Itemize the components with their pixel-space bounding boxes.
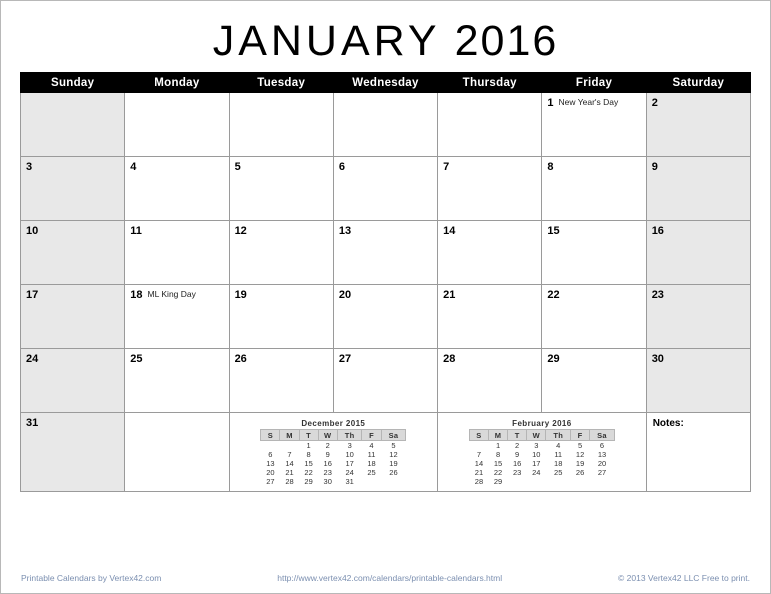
day-number: 19 — [234, 289, 247, 301]
day-number — [21, 103, 26, 106]
mini-day: 24 — [532, 468, 541, 477]
mini-day: 20 — [597, 459, 607, 468]
weekday-header-thursday: Thursday — [438, 73, 542, 93]
mini-day: 28 — [285, 477, 294, 486]
day-number: 24 — [26, 353, 39, 365]
day-number: 23 — [651, 289, 664, 301]
day-cell[interactable] — [542, 93, 646, 157]
day-number: 3 — [26, 161, 33, 173]
notes-cell[interactable] — [646, 413, 750, 492]
mini-day: 15 — [493, 459, 503, 468]
day-cell[interactable] — [229, 157, 333, 221]
mini-row — [261, 468, 406, 477]
day-number: 18 — [130, 289, 143, 301]
footer-copyright: © 2013 Vertex42 LLC Free to print. — [618, 573, 750, 583]
weekday-header-monday: Monday — [125, 73, 229, 93]
day-cell[interactable] — [229, 285, 333, 349]
mini-header: T — [508, 430, 527, 441]
day-cell[interactable] — [333, 221, 437, 285]
mini-day: 28 — [474, 477, 484, 486]
week-row — [21, 221, 751, 285]
day-number: 12 — [234, 225, 247, 237]
mini-day: 5 — [391, 441, 396, 450]
mini-day: 19 — [389, 459, 398, 468]
day-event: ML King Day — [147, 289, 196, 299]
day-number: 9 — [651, 161, 658, 173]
mini-row — [261, 441, 406, 451]
mini-day — [546, 477, 571, 486]
day-cell[interactable] — [542, 157, 646, 221]
mini-day: 22 — [493, 468, 503, 477]
day-cell[interactable] — [125, 285, 229, 349]
day-number: 7 — [443, 161, 450, 173]
mini-day: 25 — [367, 468, 376, 477]
day-cell[interactable] — [646, 221, 750, 285]
footer-url[interactable]: http://www.vertex42.com/calendars/printable-calendars.html — [277, 573, 503, 583]
day-number — [230, 103, 235, 106]
mini-day: 25 — [554, 468, 563, 477]
mini-day: 13 — [266, 459, 275, 468]
mini-day: 31 — [345, 477, 354, 486]
mini-day: 24 — [345, 468, 354, 477]
mini-header: S — [469, 430, 488, 441]
mini-row — [261, 450, 406, 459]
mini-row — [469, 477, 614, 486]
title-year: 2016 — [454, 17, 559, 65]
mini-day: 16 — [323, 459, 332, 468]
mini-day — [280, 441, 299, 451]
mini-day — [469, 441, 488, 451]
day-cell[interactable] — [21, 413, 125, 492]
day-number: 10 — [26, 225, 39, 237]
mini-day: 6 — [268, 450, 273, 459]
mini-day: 8 — [306, 450, 311, 459]
day-cell[interactable] — [333, 349, 437, 413]
mini-day — [508, 477, 527, 486]
day-cell[interactable] — [646, 157, 750, 221]
mini-calendar-prev-container — [229, 413, 438, 492]
day-number: 22 — [547, 289, 560, 301]
day-cell[interactable] — [229, 221, 333, 285]
mini-day — [362, 477, 381, 486]
mini-day: 16 — [512, 459, 522, 468]
mini-header: M — [489, 430, 508, 441]
day-cell[interactable] — [333, 93, 437, 157]
day-cell[interactable] — [542, 349, 646, 413]
day-cell[interactable] — [125, 157, 229, 221]
day-number: 5 — [234, 161, 241, 173]
mini-day: 6 — [599, 441, 605, 450]
day-number: 30 — [651, 353, 664, 365]
day-number: 6 — [338, 161, 345, 173]
mini-day: 13 — [597, 450, 607, 459]
mini-day: 22 — [304, 468, 313, 477]
day-number: 27 — [338, 353, 352, 365]
mini-row — [469, 450, 614, 459]
notes-label: Notes: — [652, 418, 684, 429]
mini-day: 9 — [325, 450, 330, 459]
day-number: 16 — [651, 225, 664, 237]
mini-header: F — [362, 430, 381, 441]
mini-day: 14 — [285, 459, 294, 468]
day-number: 14 — [443, 225, 456, 237]
mini-day: 4 — [556, 441, 561, 450]
mini-header: Sa — [381, 430, 406, 441]
week-row — [21, 93, 751, 157]
day-cell[interactable] — [646, 349, 750, 413]
day-cell[interactable] — [21, 221, 125, 285]
mini-day — [527, 477, 546, 486]
day-number: 26 — [234, 353, 247, 365]
mini-day: 5 — [577, 441, 583, 450]
day-cell[interactable] — [438, 93, 542, 157]
day-number: 2 — [651, 97, 658, 109]
mini-row — [469, 468, 614, 477]
mini-day: 12 — [575, 450, 585, 459]
mini-day: 29 — [304, 477, 313, 486]
week-row — [21, 285, 751, 349]
mini-day: 23 — [323, 468, 332, 477]
mini-row — [469, 441, 614, 451]
day-number: 25 — [130, 353, 143, 365]
day-number: 28 — [443, 353, 456, 365]
day-cell[interactable] — [333, 157, 437, 221]
day-number — [125, 103, 130, 106]
mini-day: 4 — [369, 441, 374, 450]
mini-day: 10 — [345, 450, 354, 459]
mini-day: 9 — [515, 450, 520, 459]
mini-day — [590, 477, 615, 486]
day-cell[interactable] — [438, 157, 542, 221]
mini-day: 11 — [554, 450, 563, 459]
mini-day: 20 — [266, 468, 275, 477]
mini-day: 26 — [575, 468, 585, 477]
mini-calendar-caption: December 2015 — [301, 419, 366, 428]
week-row — [21, 349, 751, 413]
mini-day: 7 — [476, 450, 482, 459]
mini-header: Th — [337, 430, 362, 441]
day-number: 4 — [130, 161, 137, 173]
day-number: 11 — [130, 225, 142, 237]
page-footer — [21, 573, 750, 583]
mini-day: 19 — [575, 459, 585, 468]
page-title — [1, 17, 770, 66]
weekday-header-sunday: Sunday — [21, 73, 125, 93]
mini-header: S — [261, 430, 280, 441]
mini-day: 2 — [515, 441, 520, 450]
day-number: 17 — [26, 289, 39, 301]
day-cell[interactable] — [125, 93, 229, 157]
day-cell[interactable] — [333, 285, 437, 349]
day-cell[interactable] — [21, 157, 125, 221]
mini-calendar-february — [469, 419, 615, 486]
mini-day — [571, 477, 590, 486]
empty-cell[interactable] — [125, 413, 229, 492]
mini-day: 7 — [287, 450, 292, 459]
mini-day: 21 — [474, 468, 484, 477]
mini-day: 11 — [367, 450, 376, 459]
mini-header: W — [318, 430, 337, 441]
mini-calendar-december — [260, 419, 406, 486]
mini-day: 1 — [495, 441, 501, 450]
mini-header: M — [280, 430, 299, 441]
month-grid — [20, 72, 751, 492]
day-cell[interactable] — [125, 349, 229, 413]
mini-day: 2 — [325, 441, 330, 450]
mini-day — [261, 441, 280, 451]
footer-credit: Printable Calendars by Vertex42.com — [21, 573, 162, 583]
day-cell[interactable] — [438, 285, 542, 349]
mini-day: 26 — [389, 468, 398, 477]
day-cell[interactable] — [542, 285, 646, 349]
week-row-last — [21, 413, 751, 492]
mini-day: 30 — [323, 477, 332, 486]
mini-day: 3 — [534, 441, 539, 450]
day-number — [438, 103, 443, 106]
mini-day: 10 — [532, 450, 541, 459]
weekday-header-tuesday: Tuesday — [229, 73, 333, 93]
mini-header: F — [571, 430, 590, 441]
mini-row — [469, 459, 614, 468]
mini-day: 3 — [347, 441, 352, 450]
day-cell[interactable] — [438, 221, 542, 285]
day-cell[interactable] — [646, 285, 750, 349]
mini-day — [381, 477, 406, 486]
day-number: 8 — [547, 161, 554, 173]
day-number: 31 — [26, 417, 39, 429]
mini-day: 17 — [345, 459, 354, 468]
day-cell[interactable] — [229, 93, 333, 157]
mini-day: 14 — [474, 459, 484, 468]
mini-row — [261, 477, 406, 486]
day-number: 1 — [547, 97, 554, 109]
day-number: 20 — [338, 289, 352, 301]
day-cell[interactable] — [21, 93, 125, 157]
mini-day: 1 — [306, 441, 311, 450]
mini-day: 27 — [597, 468, 607, 477]
day-event: New Year's Day — [558, 97, 619, 107]
day-cell[interactable] — [542, 221, 646, 285]
mini-calendar-next-container — [438, 413, 647, 492]
day-number: 29 — [547, 353, 560, 365]
day-cell[interactable] — [438, 349, 542, 413]
mini-header: T — [299, 430, 318, 441]
mini-row — [261, 459, 406, 468]
day-number — [334, 103, 339, 106]
mini-day: 21 — [285, 468, 294, 477]
day-cell[interactable] — [125, 221, 229, 285]
mini-day: 18 — [554, 459, 563, 468]
weekday-header-saturday: Saturday — [646, 73, 750, 93]
mini-header: W — [527, 430, 546, 441]
day-cell[interactable] — [646, 93, 750, 157]
mini-day: 18 — [367, 459, 376, 468]
mini-day: 29 — [493, 477, 503, 486]
mini-day: 12 — [389, 450, 398, 459]
mini-header: Th — [546, 430, 571, 441]
day-number: 15 — [547, 225, 560, 237]
mini-day: 23 — [512, 468, 522, 477]
day-cell[interactable] — [21, 349, 125, 413]
weekday-header-wednesday: Wednesday — [333, 73, 437, 93]
weekday-header-row — [21, 73, 751, 93]
day-cell[interactable] — [21, 285, 125, 349]
day-number: 13 — [338, 225, 352, 237]
mini-calendar-caption: February 2016 — [512, 419, 572, 428]
day-number: 21 — [443, 289, 456, 301]
title-month: JANUARY — [212, 17, 441, 65]
mini-day: 15 — [304, 459, 313, 468]
mini-day: 27 — [266, 477, 275, 486]
day-cell[interactable] — [229, 349, 333, 413]
mini-day: 8 — [495, 450, 501, 459]
mini-header: Sa — [590, 430, 615, 441]
mini-day: 17 — [532, 459, 541, 468]
weekday-header-friday: Friday — [542, 73, 646, 93]
week-row — [21, 157, 751, 221]
